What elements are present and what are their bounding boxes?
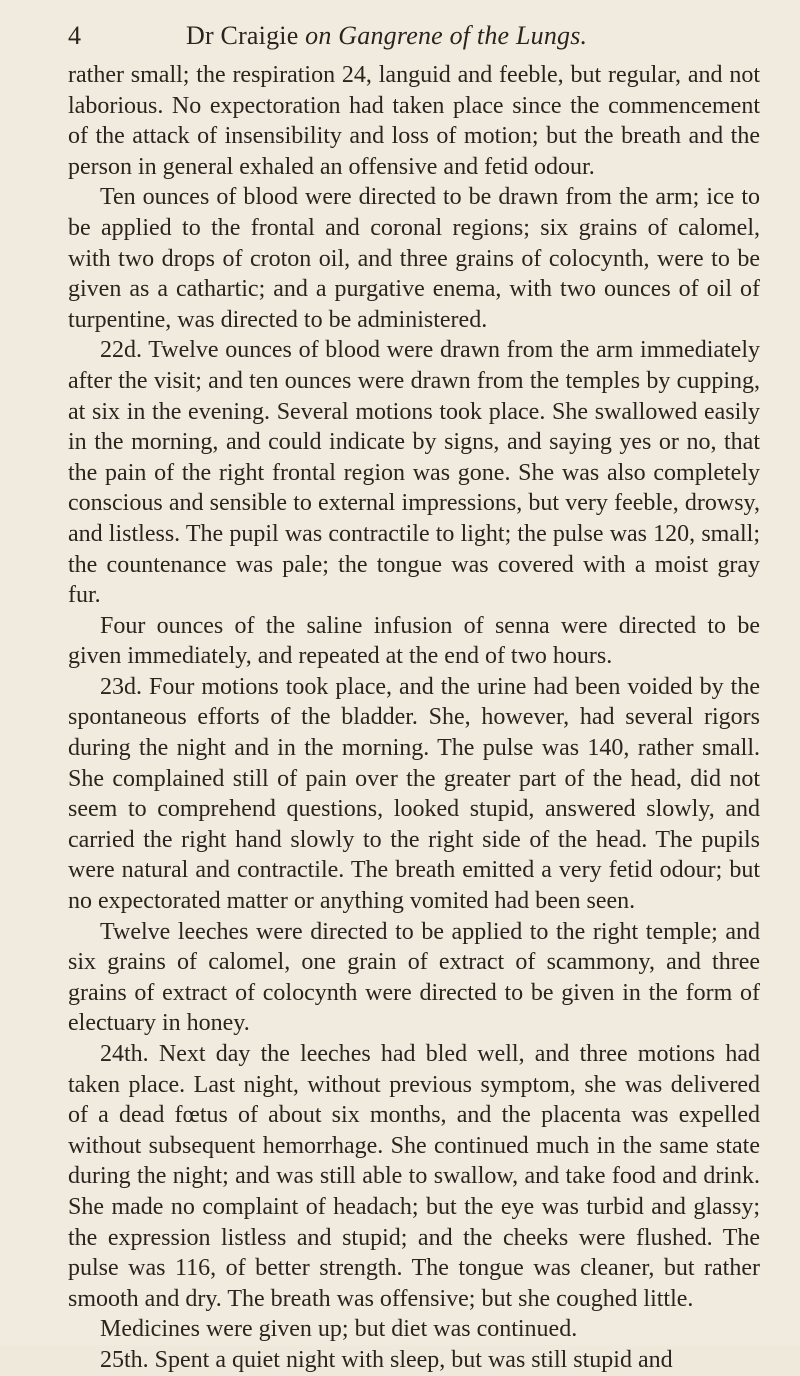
- paragraph-continued: rather small; the respiration 24, languid and feeble, but regular, and not laborious. No expectoration had taken place since the commencement of the attack of insensibility and loss of motion; but the breath and the person in general exhaled an offensive and fetid odour.: [68, 62, 760, 180]
- paragraph-leeches: Twelve leeches were directed to be applied to the right temple; and six grains of calomel, one grain of extract of scammony, and three grains of extract of colocynth were directed to be given in the form of electuary in honey.: [68, 918, 760, 1037]
- author-name: Dr Craigie: [186, 21, 299, 50]
- paragraph-24th: 24th. Next day the leeches had bled well, and three motions had taken place. Last night, without previous symptom, she was delivered of a dead fœtus of about six months, and the placenta was expelled without subsequent hemorrhage. She continued much in the same state during the night; and was still able to swallow, and take food and drink. She made no complaint of headach; but the eye was turbid and glassy; the expression listless and stupid; and the cheeks were flushed. The pulse was 116, of better strength. The tongue was cleaner, but rather smooth and dry. The breath was offensive; but she coughed little.: [68, 1041, 760, 1312]
- running-head: [68, 16, 758, 56]
- paragraph-medicines: Medicines were given up; but diet was continued.: [100, 1316, 578, 1343]
- title-connector: on: [305, 21, 332, 50]
- body-text: [68, 60, 760, 1376]
- paragraph-22d: 22d. Twelve ounces of blood were drawn from the arm immediately after the visit; and ten ounces were drawn from the temples by cupping, at six in the evening. Several motions took place. She swallowed easily in the morning, and could indicate by signs, and saying yes or no, that the pain of the right frontal region was gone. She was also completely conscious and sensible to external impressions, but very feeble, drowsy, and listless. The pupil was contractile to light; the pulse was 120, small; the countenance was pale; the tongue was covered with a moist gray fur.: [68, 337, 760, 609]
- paragraph-23d: 23d. Four motions took place, and the urine had been voided by the spontaneous efforts of the bladder. She, however, had several rigors during the night and in the morning. The pulse was 140, rather small. She complained still of pain over the greater part of the head, did not seem to comprehend questions, looked stupid, answered slowly, and carried the right hand slowly to the right side of the head. The pupils were natural and contractile. The breath emitted a very fetid odour; but no expectorated matter or anything vomited had been seen.: [68, 673, 760, 915]
- page-number: 4: [68, 21, 81, 50]
- paragraph-senna: Four ounces of the saline infusion of senna were directed to be given immediately, and repeated at the end of two hours.: [68, 612, 760, 670]
- paragraph-treatment: Ten ounces of blood were directed to be drawn from the arm; ice to be applied to the frontal and coronal regions; six grains of calomel, with two drops of croton oil, and three grains of colocynth, were to be given as a cathartic; and a purgative enema, with two ounces of oil of turpentine, was directed to be administered.: [68, 184, 760, 333]
- running-title: [186, 16, 587, 56]
- paragraph-25th: 25th. Spent a quiet night with sleep, but was still stupid and: [100, 1346, 673, 1373]
- article-title: Gangrene of the Lungs.: [338, 21, 588, 50]
